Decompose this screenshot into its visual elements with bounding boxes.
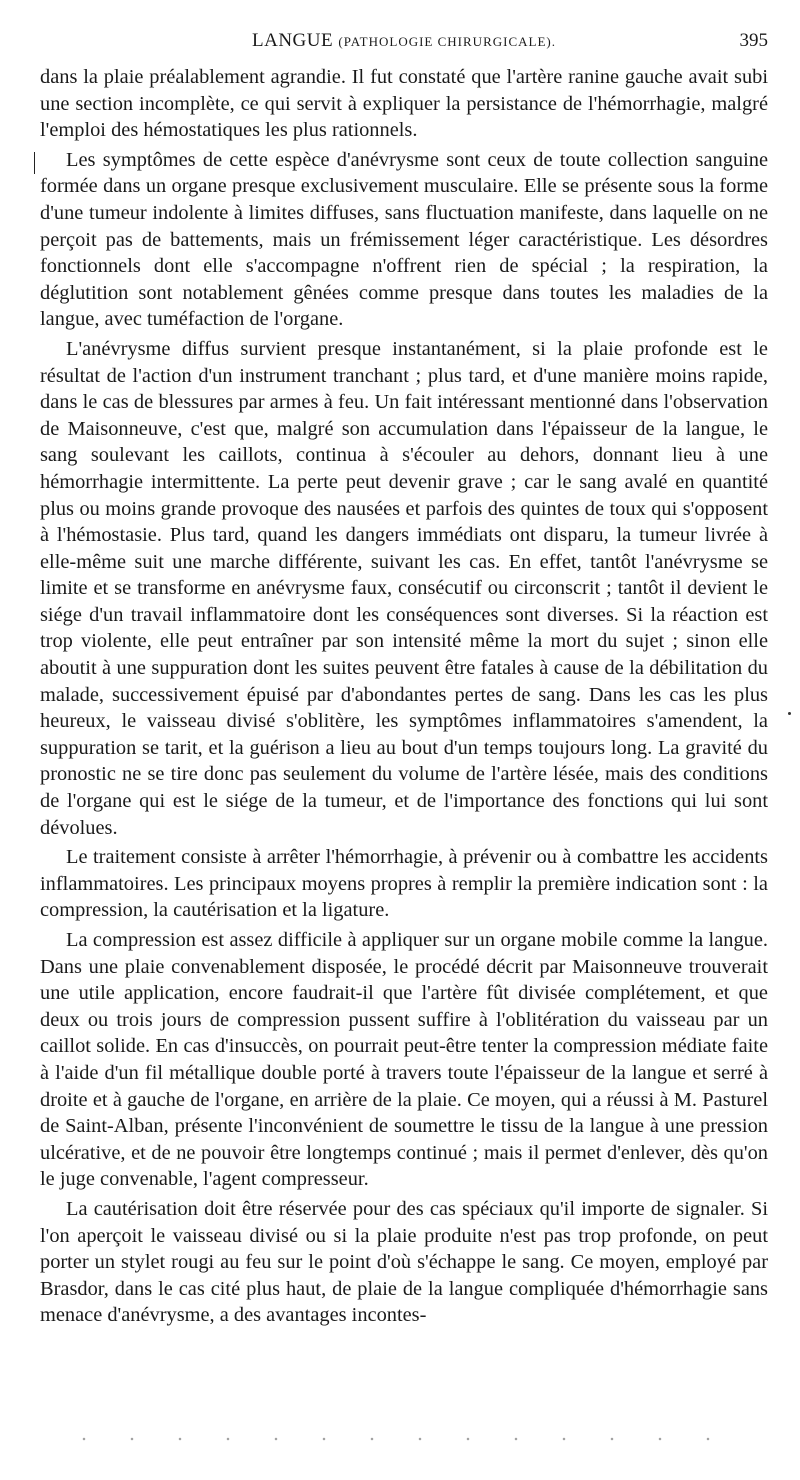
running-title-main: LANGUE <box>252 30 334 51</box>
running-title <box>40 30 768 52</box>
paragraph-continued: dans la plaie préalablement agrandie. Il fut constaté que l'artère ranine gauche avait subi une section incomplète, ce qui servit à expliquer la persistance de l'hémorrhagie, malgré l'emploi des hémostatiques les plus rationnels. <box>40 66 768 142</box>
page-number: 395 <box>739 30 768 51</box>
paragraph-compression: La compression est assez difficile à appliquer sur un organe mobile comme la langue. Dans une plaie convenablement disposée, le procédé décrit par Maisonneuve trouverait une utile application, encore faudrait-il que l'artère fût divisée complétement, et que deux ou trois jours de compression pussent suffire à l'oblitération du vaisseau par un caillot solide. En cas d'insuccès, on pourrait peut-être tenter la compression médiate faite à l'aide d'un fil métallique double porté à travers toute l'épaisseur de la langue et serré à droite et à gauche de l'organe, en arrière de la plaie. Ce moyen, qui a réussi à M. Pasturel de Saint-Alban, présente l'inconvénient de soumettre le tissu de la langue à une pression ulcérative, et de ne pouvoir être longtemps continué ; mais il permet d'enlever, dès qu'on le juge convenable, l'agent compresseur. <box>40 929 768 1191</box>
running-header <box>40 30 768 60</box>
paragraph-traitement: Le traitement consiste à arrêter l'hémorrhagie, à prévenir ou à combattre les accidents inflammatoires. Les principaux moyens propres à remplir la première indication sont : la compression, la cautérisation et la ligature. <box>40 846 768 922</box>
running-title-subtitle: (PATHOLOGIE CHIRURGICALE). <box>338 34 556 49</box>
paragraph-cauterisation: La cautérisation doit être réservée pour des cas spéciaux qu'il importe de signaler. Si l'on aperçoit le vaisseau divisé ou si la plaie produite n'est pas trop profonde, on peut porter un stylet rougi au feu sur le point d'où s'échappe le sang. Ce moyen, employé par Brasdor, dans le cas cité plus haut, de plaie de la langue compliquée d'hémorrhagie sans menace d'anévrysme, a des avantages incontes- <box>40 1197 768 1327</box>
bottom-print-specks <box>60 1436 740 1442</box>
print-speck <box>788 712 791 715</box>
paragraph-anevrysme-diffus: L'anévrysme diffus survient presque instantanément, si la plaie profonde est le résultat de l'action d'un instrument tranchant ; plus tard, et d'une manière moins rapide, dans le cas de blessures par armes à feu. Un fait intéressant mentionné dans l'observation de Maisonneuve, c'est que, malgré son accumulation dans l'épaisseur de la langue, le sang soulevant les caillots, continua à s'écouler au dehors, donnant lieu à une hémorrhagie intermittente. La perte peut devenir grave ; car le sang avalé en quantité plus ou moins grande provoque des nausées et parfois des quintes de toux qui s'opposent à l'hémostasie. Plus tard, quand les dangers immédiats ont disparu, la tumeur livrée à elle-même suit une marche différente, suivant les cas. En effet, tantôt l'anévrysme se limite et se transforme en anévrysme faux, consécutif ou circonscrit ; tantôt il devient le siége d'un travail inflammatoire dont les conséquences sont diverses. Si la réaction est trop violente, elle peut entraîner par son intensité même la mort du sujet ; sinon elle aboutit à une suppuration dont les suites peuvent être fatales à cause de la débilitation du malade, successivement épuisé par d'abondantes pertes de sang. Dans les cas les plus heureux, le vaisseau divisé s'oblitère, les symptômes inflammatoires s'amendent, la suppuration se tarit, et la guérison a lieu au bout d'un temps toujours long. La gravité du pronostic ne se tire donc pas seulement du volume de l'artère lésée, mais des conditions de l'organe qui est le siége de la tumeur, et de l'importance des fonctions qui lui sont dévolues. <box>40 337 768 839</box>
paragraph-symptomes: Les symptômes de cette espèce d'anévrysme sont ceux de toute collection sanguine formée dans un organe presque exclusivement musculaire. Elle se présente sous la forme d'une tumeur indolente à limites diffuses, sans fluctuation manifeste, dans laquelle on ne perçoit pas de battements, mais un frémissement léger caractéristique. Les désordres fonctionnels dont elle s'accompagne n'offrent rien de spécial ; la respiration, la déglutition sont notablement gênées comme presque dans toutes les maladies de la langue, avec tuméfaction de l'organe. <box>40 148 768 331</box>
body-text <box>40 64 768 1332</box>
margin-mark <box>34 152 35 174</box>
